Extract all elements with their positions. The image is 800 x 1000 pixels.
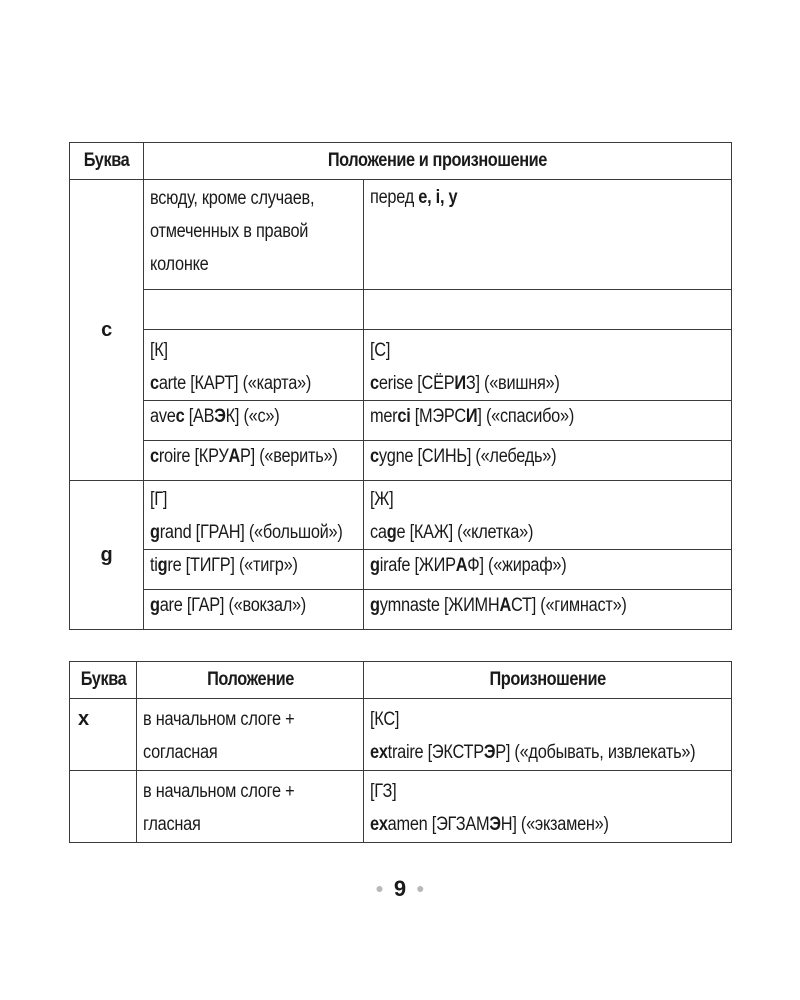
letter-x: x — [70, 699, 137, 771]
table-x-pronunciation — [69, 661, 732, 843]
header-letter: Буква — [70, 662, 137, 699]
c-right-s-sound: [С] cerise [СЁРИЗ] («вишня») — [364, 330, 732, 401]
example-tigre: tigre [ТИГР] («тигр») — [144, 550, 364, 590]
c-right-condition: перед e, i, y — [364, 180, 732, 290]
g-left-g-sound: [Г] grand [ГРАН] («большой») — [144, 481, 364, 550]
bullet-icon: ● — [375, 880, 384, 896]
letter-c: c — [70, 180, 144, 481]
header-position-pronunciation: Положение и произношение — [144, 143, 732, 180]
x-row2-position: в начальном слоге + гласная — [137, 771, 364, 843]
x-row1-pronunciation: [КС] extraire [ЭКСТРЭР] («добывать, извлекать») — [364, 699, 732, 771]
empty-cell — [364, 290, 732, 330]
example-croire: croire [КРУАР] («верить») — [144, 441, 364, 481]
empty-cell — [144, 290, 364, 330]
letter-g: g — [70, 481, 144, 630]
page-footer — [0, 876, 800, 902]
x-row1-position: в начальном слоге + согласная — [137, 699, 364, 771]
page-number: 9 — [393, 876, 407, 901]
example-avec: avec [АВЭК] («с») — [144, 401, 364, 441]
x-row2-pronunciation: [ГЗ] examen [ЭГЗАМЭН] («экзамен») — [364, 771, 732, 843]
c-left-condition: всюду, кроме случаев, отмеченных в правой колонке — [144, 180, 364, 290]
example-gymnaste: gymnaste [ЖИМНАСТ] («гимнаст») — [364, 590, 732, 630]
c-left-k-sound: [К] carte [КАРТ] («карта») — [144, 330, 364, 401]
header-letter: Буква — [70, 143, 144, 180]
header-position: Положение — [137, 662, 364, 699]
example-cygne: cygne [СИНЬ] («лебедь») — [364, 441, 732, 481]
table-c-g-pronunciation — [69, 142, 732, 630]
header-pronunciation: Произношение — [364, 662, 732, 699]
example-merci: merci [МЭРСИ] («спасибо») — [364, 401, 732, 441]
example-girafe: girafe [ЖИРАФ] («жираф») — [364, 550, 732, 590]
empty-cell — [70, 771, 137, 843]
bullet-icon: ● — [416, 880, 425, 896]
example-gare: gare [ГАР] («вокзал») — [144, 590, 364, 630]
g-right-zh-sound: [Ж] cage [КАЖ] («клетка») — [364, 481, 732, 550]
